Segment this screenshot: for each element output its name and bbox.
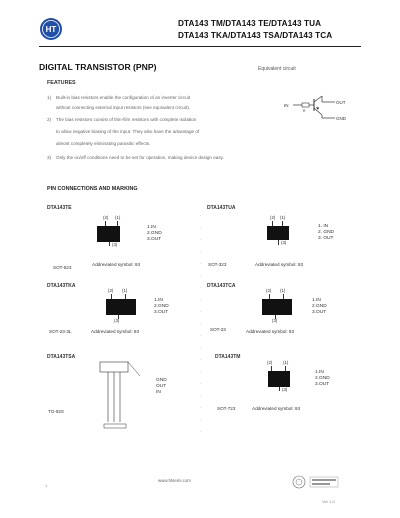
feature-line: The bias resistors consist of thin-film resistors with complete isolation — [56, 117, 197, 122]
header-divider — [39, 46, 361, 47]
pin-label: 1.IN — [312, 298, 321, 303]
abbreviated-symbol-te: Addreviated symbol: 93 — [92, 262, 141, 267]
footer-website: www.htsemi.com — [158, 478, 191, 483]
pin-label: 3.OUT — [315, 382, 330, 388]
pin-label: 2. GND — [318, 230, 334, 236]
abbreviated-symbol-tm: Addreviated symbol: 93 — [252, 406, 301, 411]
package-name-tua: DTA143TUA — [207, 205, 236, 211]
package-name-tm: DTA143TM — [215, 354, 241, 360]
package-type-tsa: TO-92S — [48, 409, 64, 414]
package-type-tua: SOT-323 — [208, 262, 227, 267]
equivalent-circuit-diagram — [280, 90, 350, 130]
pin-label: 2.GND — [315, 376, 330, 382]
certification-logos-icon — [290, 474, 342, 492]
pin-label: 3. OUT — [318, 236, 334, 242]
pin-label: IN — [156, 390, 161, 396]
pin-label: 2.GND — [154, 304, 169, 310]
package-name-te: DTA143TE — [47, 205, 72, 211]
footer-page-number: 1 — [45, 483, 48, 488]
package-name-tca: DTA143TCA — [207, 283, 236, 289]
feature-number: 1) — [47, 95, 52, 100]
feature-number: 2) — [47, 117, 52, 122]
package-tsa-drawing — [90, 360, 150, 430]
pin-label: 1.IN — [154, 298, 163, 303]
package-tua-drawing: (2) (1) (3) 1. IN 2. GND 3. OUT — [262, 215, 352, 251]
main-heading: DIGITAL TRANSISTOR (PNP) — [39, 62, 157, 72]
package-name-tsa: DTA143TSA — [47, 354, 76, 360]
abbreviated-symbol-tua: Addreviated symbol: 93 — [255, 262, 304, 267]
package-type-te: SOT-523 — [53, 265, 72, 270]
package-tm-drawing: (2) (1) (3) 1.IN 2.GND 3.OUT — [267, 360, 330, 392]
package-type-tm: SOT-723 — [217, 406, 236, 411]
footer-version: Ver 1.0 — [322, 499, 335, 504]
pin-connections-heading: PIN CONNECTIONS AND MARKING — [47, 186, 138, 192]
package-tsa-pins — [156, 378, 167, 397]
pin-label: 3.OUT — [147, 237, 162, 243]
pin-label: OUT — [156, 384, 167, 390]
pin-label: 1. IN — [318, 224, 329, 229]
package-name-tka: DTA143TKA — [47, 283, 76, 289]
abbreviated-symbol-tca: Addreviated symbol: 93 — [246, 329, 295, 334]
feature-line: Built-in bias resistors enable the configuration of an inverter circuit — [56, 95, 191, 100]
features-heading: FEATURES — [47, 80, 76, 86]
pin-label: 2.GND — [147, 231, 162, 237]
feature-line: Only the on/off conditions need to be set for operation, making device design easy. — [56, 155, 224, 160]
column-separator: · · · · · · · · · · · · · · · · · · · — [200, 213, 202, 434]
package-tca-drawing: (2) (1) (3) 1.IN 2.GND 3.OUT — [262, 288, 352, 324]
package-tka-drawing: (2) (1) (3) 1.IN 2.GND 3.OUT — [108, 288, 169, 323]
circuit-gnd-label: GND — [336, 116, 346, 121]
pin-label: 1.IN — [147, 225, 156, 230]
feature-number: 3) — [47, 155, 52, 160]
package-type-tka: SOT-23-3L — [49, 329, 72, 334]
svg-text:HT: HT — [45, 25, 57, 34]
package-type-tca: SOT-23 — [210, 327, 226, 332]
feature-line: without connecting external input resistors (see equivalent circuit). — [56, 105, 191, 110]
feature-line: to allow negative biasing of the input. They also have the advantage of — [56, 129, 200, 134]
feature-line: almost completely eliminating parasitic effects. — [56, 141, 151, 146]
circuit-out-label: OUT — [336, 100, 346, 105]
abbreviated-symbol-tka: Addreviated symbol: 93 — [91, 329, 140, 334]
circuit-r-label: R — [303, 109, 306, 113]
circuit-in-label: IN — [284, 103, 289, 108]
package-te-drawing: (2) (1) (3) 1.IN 2.GND 3.OUT — [95, 215, 185, 250]
company-logo-icon — [39, 17, 63, 41]
pin-label: 3.OUT — [312, 310, 327, 316]
part-number-title-line1: DTA143 TM/DTA143 TE/DTA143 TUA — [178, 19, 322, 28]
equivalent-circuit-label: Equivalent circuit — [258, 66, 296, 72]
pin-label: 1.IN — [315, 370, 324, 375]
part-number-title-line2: DTA143 TKA/DTA143 TSA/DTA143 TCA — [178, 31, 333, 40]
pin-label: 2.GND — [312, 304, 327, 310]
pin-label: 3.OUT — [154, 310, 169, 316]
pin-label: GND — [156, 378, 167, 383]
